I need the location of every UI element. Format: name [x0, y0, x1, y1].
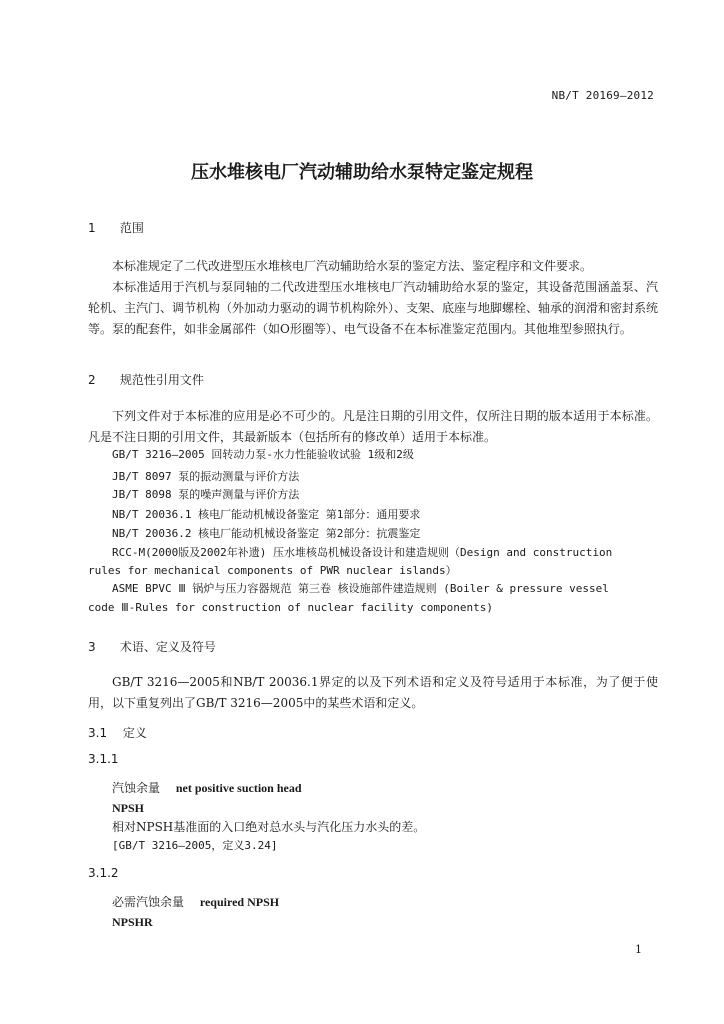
term-zh: 汽蚀余量 [112, 781, 161, 795]
standard-code: NB/T 20169—2012 [551, 89, 654, 102]
term-definition: 相对NPSH基准面的入口绝对总水头与汽化压力水头的差。 [112, 820, 426, 834]
term-en: required NPSH [199, 895, 280, 909]
subsection-title: 定义 [122, 726, 147, 740]
reference-item: JB/T 8097 泵的振动测量与评价方法 [112, 470, 300, 483]
subsection-3-1-heading [88, 724, 147, 741]
page-number: 1 [635, 943, 642, 956]
reference-item: JB/T 8098 泵的噪声测量与评价方法 [112, 488, 300, 501]
section-number: 2 [88, 373, 96, 387]
term-en: net positive suction head [175, 781, 302, 795]
term-source: [GB/T 3216—2005，定义3.24] [112, 839, 278, 852]
paragraph: GB/T 3216—2005和NB/T 20036.1界定的以及下列术语和定义及符号适用于本标准，为了便于使用，以下重复列出了GB/T 3216—2005中的某些术语和定义。 [88, 675, 658, 710]
paragraph: 本标准规定了二代改进型压水堆核电厂汽动辅助给水泵的鉴定方法、鉴定程序和文件要求。 [112, 259, 593, 273]
reference-item: ASME BPVC Ⅲ 锅炉与压力容器规范 第三卷 核设施部件建造规则 (Boiler & pressure vessel [112, 582, 609, 595]
subsection-number: 3.1 [88, 726, 108, 740]
term-entry [112, 893, 279, 911]
section-number: 1 [88, 221, 96, 235]
reference-item: NB/T 20036.2 核电厂能动机械设备鉴定 第2部分：抗震鉴定 [112, 527, 421, 540]
term-entry [112, 779, 302, 797]
term-abbreviation: NPSH [112, 801, 145, 815]
subsection-3-1-2-number: 3.1.2 [88, 866, 119, 880]
reference-item-continued: rules for mechanical components of PWR nuclear islands） [88, 564, 457, 577]
section-title: 范围 [119, 221, 144, 235]
subsection-3-1-1-number: 3.1.1 [88, 752, 119, 766]
document-title: 压水堆核电厂汽动辅助给水泵特定鉴定规程 [191, 162, 533, 183]
section-3-heading [88, 638, 216, 655]
paragraph: 下列文件对于本标准的应用是必不可少的。凡是注日期的引用文件，仅所注日期的版本适用于本标准。凡是不注日期的引用文件，其最新版本（包括所有的修改单）适用于本标准。 [88, 409, 658, 444]
section-title: 术语、定义及符号 [119, 640, 216, 654]
section-1-heading [88, 219, 144, 236]
section-2-heading [88, 371, 204, 388]
reference-item: NB/T 20036.1 核电厂能动机械设备鉴定 第1部分：通用要求 [112, 508, 421, 521]
section-number: 3 [88, 640, 96, 654]
paragraph: 本标准适用于汽机与泵同轴的二代改进型压水堆核电厂汽动辅助给水泵的鉴定，其设备范围涵盖泵、汽轮机、主汽门、调节机构（外加动力驱动的调节机构除外）、支架、底座与地脚螺栓、轴承的润滑和密封系统等。泵的配套件，如非金属部件（如O形圈等）、电气设备不在本标准鉴定范围内。其他堆型参照执行。 [88, 280, 659, 336]
section-title: 规范性引用文件 [119, 373, 204, 387]
term-zh: 必需汽蚀余量 [112, 895, 185, 909]
term-abbreviation: NPSHR [112, 915, 153, 929]
reference-item-continued: code Ⅲ-Rules for construction of nuclear facility components) [88, 601, 493, 614]
reference-item: GB/T 3216—2005 回转动力泵-水力性能验收试验 1级和2级 [112, 448, 414, 461]
reference-item: RCC-M(2000版及2002年补遗) 压水堆核岛机械设备设计和建造规则（Design and construction [112, 546, 613, 559]
